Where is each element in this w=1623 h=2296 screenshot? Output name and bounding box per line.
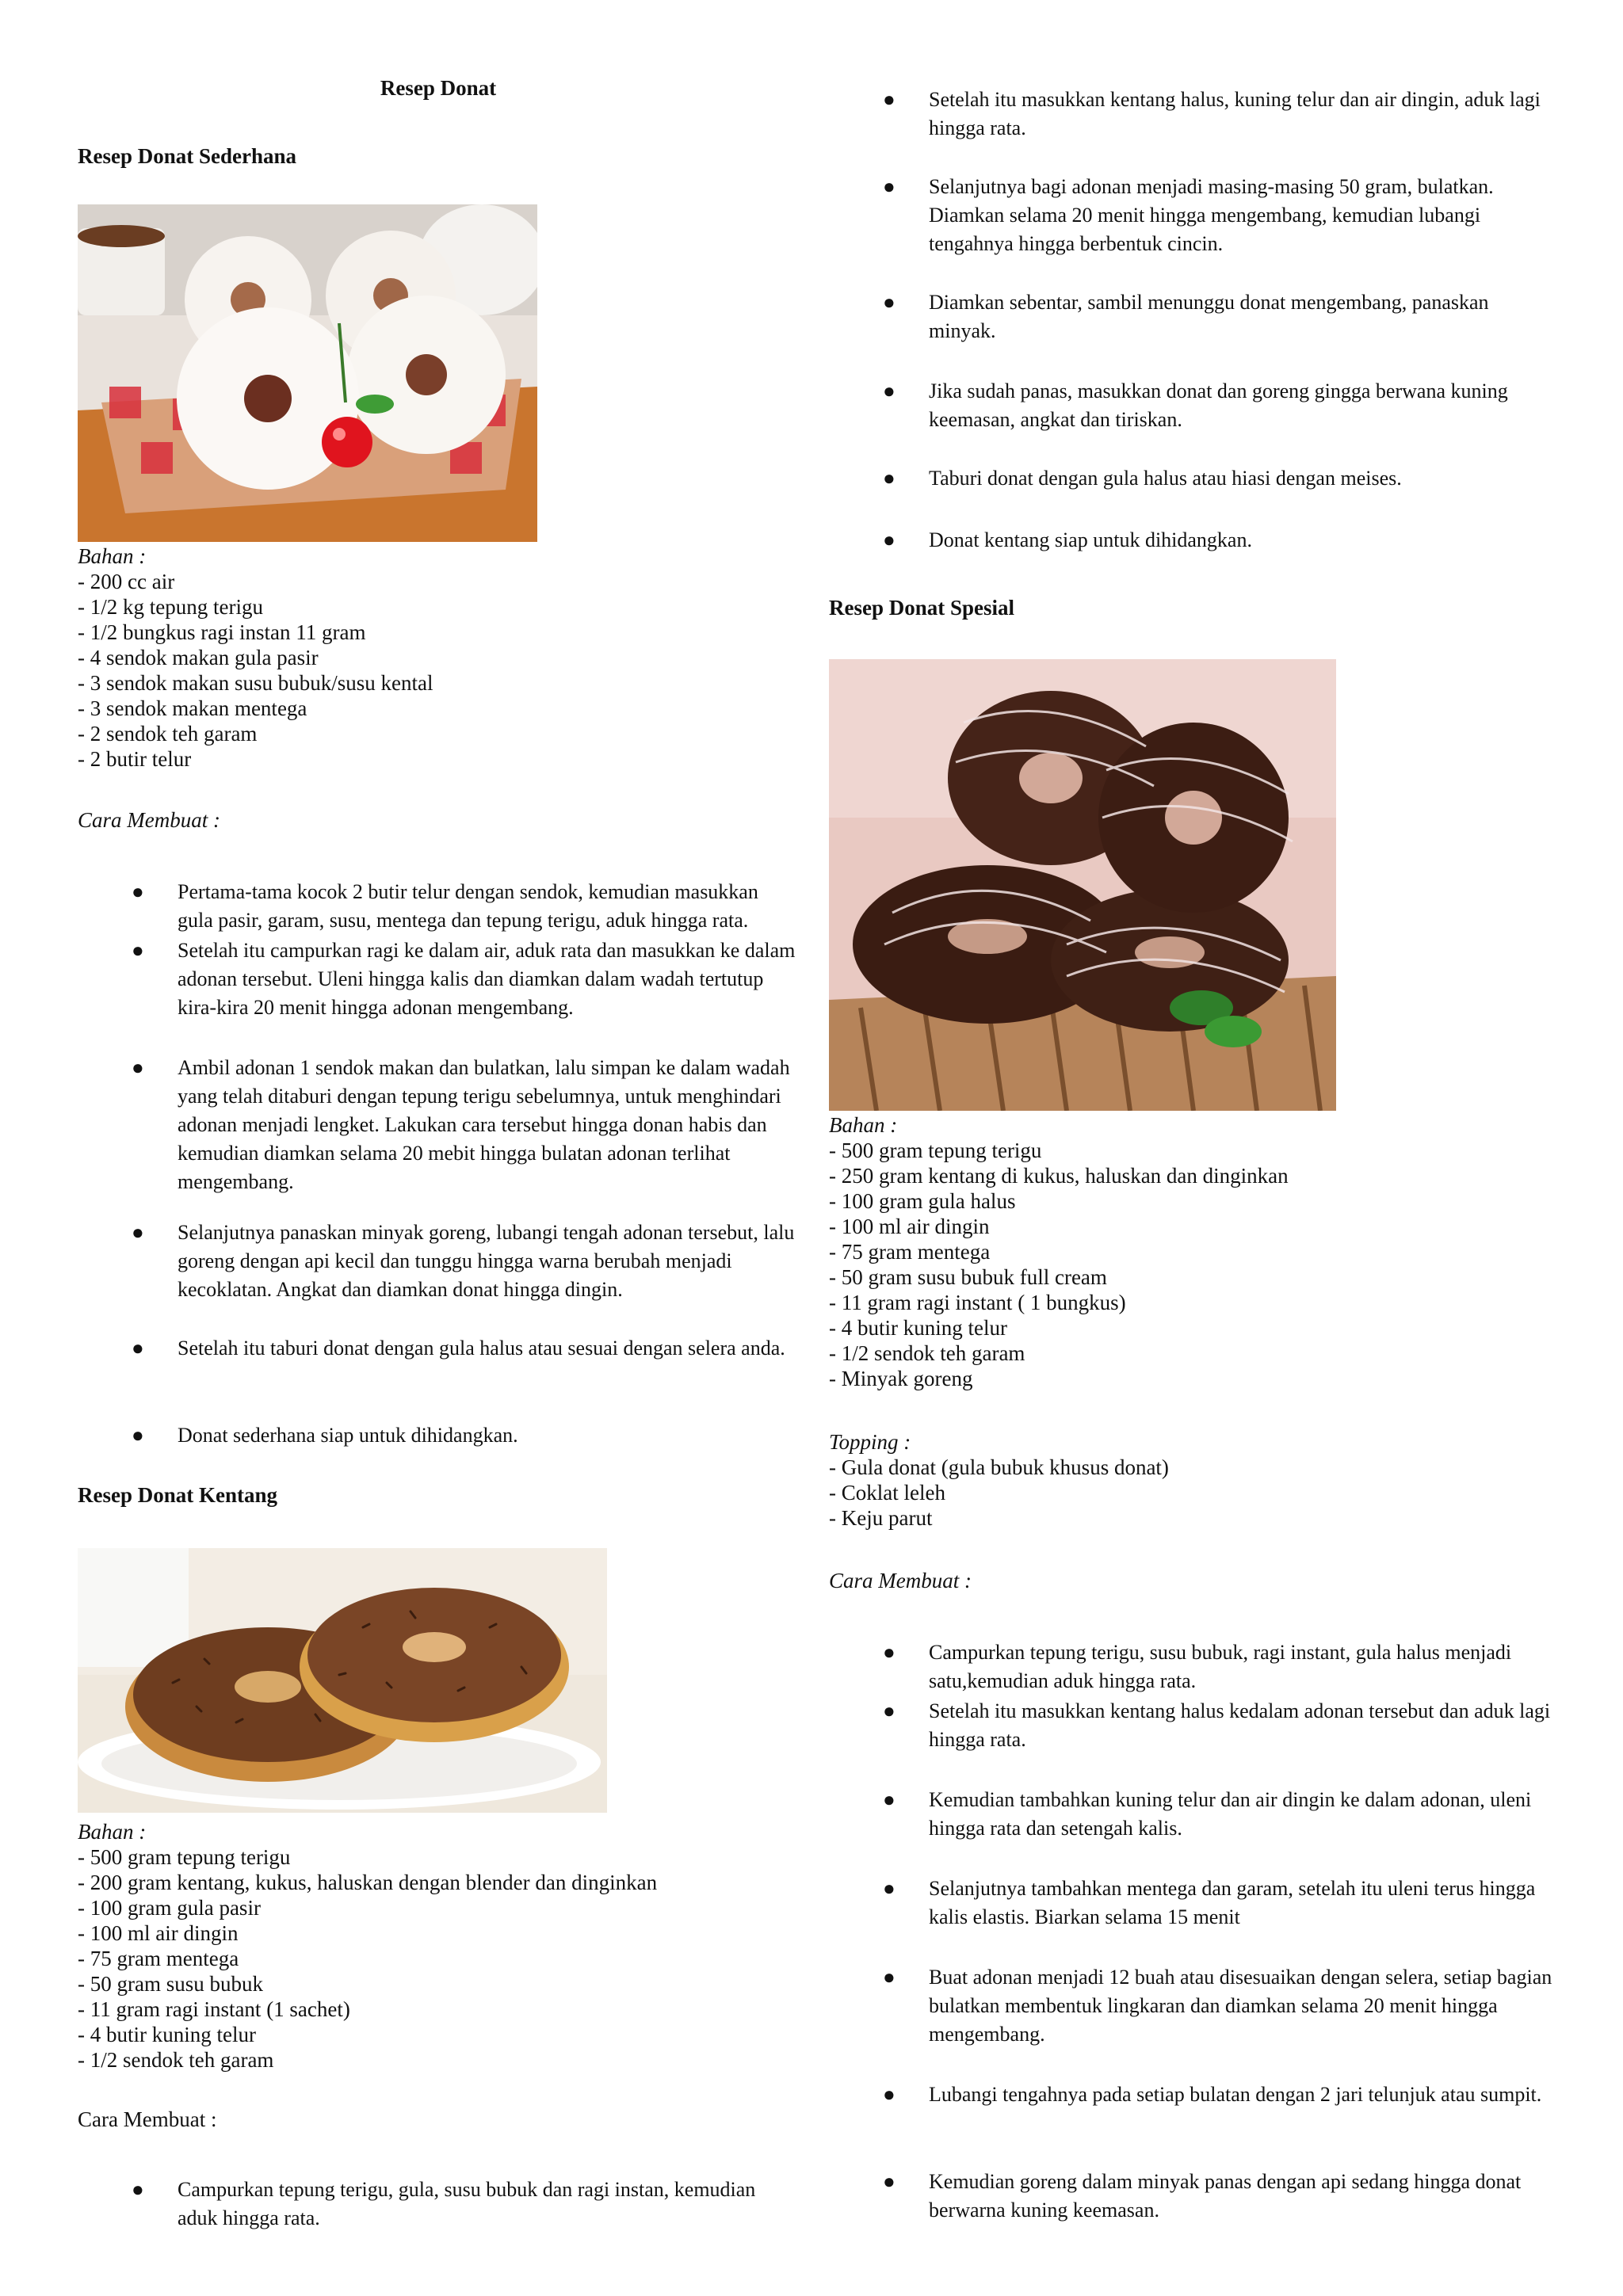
list-item: - 4 butir kuning telur [829,1316,1007,1340]
list-item: - 200 cc air [78,570,175,593]
list-item: - 75 gram mentega [78,1947,239,1970]
bullet-icon: ● [132,1424,144,1447]
recipe2-title: Resep Donat Kentang [78,1483,278,1507]
recipe1-ingredients-heading: Bahan : [78,544,147,568]
recipe2-ingredient-list [78,1844,657,2073]
bullet-icon: ● [132,880,144,903]
bullet-icon: ● [883,1877,896,1900]
bullet-icon: ● [883,1788,896,1811]
recipe1-ingredients [78,543,433,772]
list-item: - 100 gram gula pasir [78,1896,261,1920]
list-item: - 11 gram ragi instant (1 sachet) [78,1997,350,2021]
list-item: - 500 gram tepung terigu [78,1845,291,1869]
list-item: - 1/2 sendok teh garam [78,2048,274,2072]
list-item: - 75 gram mentega [829,1240,991,1264]
list-item: - Keju parut [829,1506,933,1530]
list-item: ● Setelah itu masukkan kentang halus kedalam adonan tersebut dan aduk lagi hingga rata. [929,1697,1555,1754]
list-item: ● Kemudian goreng dalam minyak panas dengan api sedang hingga donat berwarna kuning keemasan. [929,2168,1555,2225]
recipe3-topping [829,1429,1169,1531]
list-item: - 500 gram tepung terigu [829,1138,1042,1162]
bullet-icon: ● [883,379,896,402]
recipe2-steps-heading: Cara Membuat : [78,2107,217,2131]
sugar-donut-illustration [78,204,537,542]
sprinkle-donut-illustration [78,1548,607,1813]
recipe3-ingredient-list [829,1138,1289,1391]
list-item: - 2 sendok teh garam [78,722,258,746]
list-item: - 4 sendok makan gula pasir [78,646,319,669]
chocolate-donut-illustration [829,659,1336,1111]
bullet-icon: ● [883,175,896,198]
recipe3-title: Resep Donat Spesial [829,596,1015,620]
list-item: - 11 gram ragi instant ( 1 bungkus) [829,1291,1126,1314]
list-item: ● Selanjutnya tambahkan mentega dan garam, setelah itu uleni terus hingga kalis elastis. Biarkan selama 15 menit [929,1875,1555,1932]
bullet-icon: ● [883,291,896,314]
recipe3-topping-heading: Topping : [829,1430,911,1454]
bullet-icon: ● [883,2170,896,2193]
list-item: - 4 butir kuning telur [78,2023,256,2046]
list-item: ● Diamkan sebentar, sambil menunggu donat mengembang, panaskan minyak. [929,288,1555,345]
bullet-icon: ● [132,939,144,962]
list-item: ● Campurkan tepung terigu, susu bubuk, ragi instant, gula halus menjadi satu,kemudian aduk hingga rata. [929,1638,1555,1695]
list-item: - 100 gram gula halus [829,1189,1016,1213]
list-item: - 1/2 kg tepung terigu [78,595,263,619]
recipe1-steps-heading: Cara Membuat : [78,808,220,832]
recipe3-topping-list [829,1455,1169,1531]
list-item: - 100 ml air dingin [829,1215,990,1238]
bullet-icon: ● [883,1641,896,1664]
list-item: - 50 gram susu bubuk [78,1972,263,1996]
list-item: - 2 butir telur [78,747,192,771]
recipe2-ingredients-heading: Bahan : [78,1820,147,1844]
list-item: - 100 ml air dingin [78,1921,239,1945]
list-item: ● Donat kentang siap untuk dihidangkan. [929,526,1555,555]
list-item: ● Lubangi tengahnya pada setiap bulatan dengan 2 jari telunjuk atau sumpit. [929,2081,1555,2109]
recipe2-ingredients [78,1819,657,2073]
chocolate-drizzle-donut-photo [829,659,1336,1111]
recipe3-ingredients [829,1112,1289,1391]
list-item: ● Kemudian tambahkan kuning telur dan air dingin ke dalam adonan, uleni hingga rata dan setengah kalis. [929,1786,1555,1843]
bullet-icon: ● [132,2178,144,2201]
list-item: ● Pertama-tama kocok 2 butir telur dengan sendok, kemudian masukkan gula pasir, garam, susu, mentega dan tepung terigu, aduk hingga rata. [178,878,796,935]
list-item: ● Ambil adonan 1 sendok makan dan bulatkan, lalu simpan ke dalam wadah yang telah ditaburi dengan tepung terigu sebelumnya, untuk menghindari adonan menjadi lengket. Lakukan cara tersebut hingga donan habis dan kemudian diamkan selama 20 mebit hingga bulatan adonan terlihat mengembang. [178,1054,796,1196]
list-item: - 1/2 bungkus ragi instan 11 gram [78,620,366,644]
list-item: - Minyak goreng [829,1367,973,1390]
bullet-icon: ● [883,528,896,551]
bullet-icon: ● [132,1337,144,1360]
list-item: ● Setelah itu taburi donat dengan gula halus atau sesuai dengan selera anda. [178,1334,796,1363]
sugar-donut-photo [78,204,537,542]
recipe1-ingredient-list [78,569,433,772]
list-item: ● Campurkan tepung terigu, gula, susu bubuk dan ragi instan, kemudian aduk hingga rata. [178,2176,796,2233]
bullet-icon: ● [883,467,896,490]
bullet-icon: ● [883,2083,896,2106]
list-item: ● Setelah itu campurkan ragi ke dalam air, aduk rata dan masukkan ke dalam adonan tersebut. Uleni hingga kalis dan diamkan dalam wadah tertutup kira-kira 20 menit hingga adonan mengembang. [178,936,796,1022]
bullet-icon: ● [883,88,896,111]
chocolate-sprinkle-donut-photo [78,1548,607,1813]
bullet-icon: ● [132,1221,144,1244]
page-title: Resep Donat [380,76,497,100]
list-item: - 50 gram susu bubuk full cream [829,1265,1107,1289]
recipe1-title: Resep Donat Sederhana [78,144,297,168]
list-item: - 3 sendok makan susu bubuk/susu kental [78,671,433,695]
bullet-icon: ● [883,1966,896,1989]
list-item: ● Setelah itu masukkan kentang halus, kuning telur dan air dingin, aduk lagi hingga rata. [929,86,1555,143]
list-item: ● Buat adonan menjadi 12 buah atau disesuaikan dengan selera, setiap bagian bulatkan membentuk lingkaran dan diamkan selama 20 menit hingga mengembang. [929,1963,1555,2049]
list-item: - 250 gram kentang di kukus, haluskan dan dinginkan [829,1164,1289,1188]
recipe3-steps-heading: Cara Membuat : [829,1569,972,1592]
list-item: ● Taburi donat dengan gula halus atau hiasi dengan meises. [929,464,1555,493]
list-item: ● Jika sudah panas, masukkan donat dan goreng gingga berwana kuning keemasan, angkat dan tiriskan. [929,377,1555,434]
list-item: - 3 sendok makan mentega [78,696,307,720]
list-item: - 200 gram kentang, kukus, haluskan dengan blender dan dinginkan [78,1871,658,1894]
recipe3-ingredients-heading: Bahan : [829,1113,898,1137]
list-item: - 1/2 sendok teh garam [829,1341,1025,1365]
list-item: - Gula donat (gula bubuk khusus donat) [829,1455,1169,1479]
list-item: ● Selanjutnya bagi adonan menjadi masing-masing 50 gram, bulatkan. Diamkan selama 20 menit hingga mengembang, kemudian lubangi tengahnya hingga berbentuk cincin. [929,173,1555,258]
bullet-icon: ● [132,1056,144,1079]
list-item: ● Donat sederhana siap untuk dihidangkan. [178,1421,796,1450]
list-item: ● Selanjutnya panaskan minyak goreng, lubangi tengah adonan tersebut, lalu goreng dengan api kecil dan tunggu hingga warna berubah menjadi kecoklatan. Angkat dan diamkan donat hingga dingin. [178,1219,804,1304]
bullet-icon: ● [883,1699,896,1722]
list-item: - Coklat leleh [829,1481,945,1505]
